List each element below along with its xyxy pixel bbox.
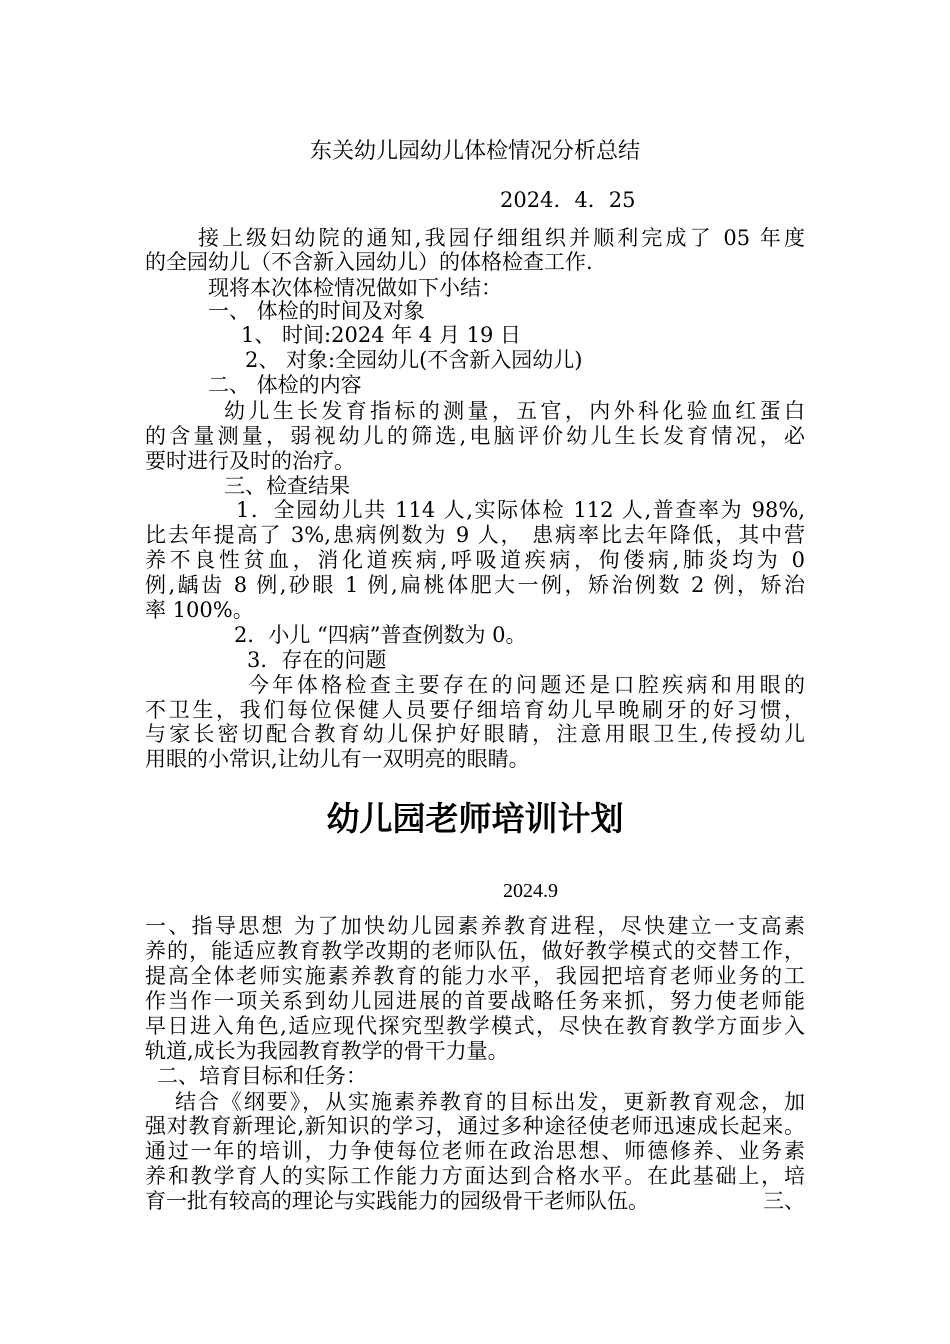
- doc1-title: 东关幼儿园幼儿体检情况分析总结: [309, 139, 640, 164]
- doc1-result-line-1: 1．全园幼儿共 114 人,实际体检 112 人,普查率为 98%,: [236, 498, 805, 522]
- doc1-problems-heading: 3．存在的问题: [247, 648, 387, 672]
- doc1-problem-line-2: 不卫生，我们每位保健人员要仔细培育幼儿早晚刷牙的好习惯，: [145, 698, 805, 722]
- doc1-result-line-3: 养不良性贫血，消化道疾病,呼吸道疾病，佝偻病,肺炎均为 0: [145, 548, 805, 572]
- doc2-line-6: 轨道,成长为我园教育教学的骨干力量。: [145, 1039, 509, 1063]
- doc1-heading-1: 一、 体检的时间及对象: [208, 299, 425, 323]
- doc2-date: 2024.9: [503, 880, 558, 902]
- doc2-line-5: 早日进入角色,适应现代探究型教学模式，尽快在教育教学方面步入: [145, 1014, 805, 1038]
- doc1-content-line-3: 要时进行及时的治疗。: [145, 449, 355, 473]
- doc2-goal-line-4: 养和教学育人的实际工作能力方面达到合格水平。在此基础上，培: [145, 1164, 805, 1188]
- doc2-goal-line-3: 通过一年的培训，力争使每位老师在政治思想、师德修养、业务素: [145, 1139, 805, 1163]
- doc1-date: 2024．4．25: [500, 188, 636, 212]
- doc1-line-2: 的全园幼儿（不含新入园幼儿）的体格检查工作.: [145, 250, 593, 274]
- doc1-content-line-2: 的含量测量，弱视幼儿的筛选,电脑评价幼儿生长发育情况，必: [145, 424, 805, 448]
- doc2-goal-line-1: 结合《纲要》，从实施素养教育的目标出发，更新教育观念，加: [175, 1090, 805, 1114]
- doc1-problem-line-3: 与家长密切配合教育幼儿保护好眼睛，注意用眼卫生,传授幼儿: [145, 722, 805, 746]
- doc2-heading-2: 二、培育目标和任务：: [157, 1064, 367, 1088]
- doc1-line-subject: 2、 对象:全园幼儿(不含新入园幼儿): [245, 348, 583, 372]
- doc1-four-diseases: 2．小儿 “四病”普查例数为 0。: [234, 623, 527, 647]
- doc2-line-1: 一、指导思想 为了加快幼儿园素养教育进程，尽快建立一支高素: [145, 914, 805, 938]
- doc1-result-line-2: 比去年提高了 3%,患病例数为 9 人， 患病率比去年降低，其中营: [145, 523, 805, 547]
- doc1-problem-line-1: 今年体格检查主要存在的问题还是口腔疾病和用眼的: [248, 673, 805, 697]
- doc1-line-1: 接上级妇幼院的通知,我园仔细组织并顺利完成了 05 年度: [198, 226, 805, 250]
- doc1-line-time: 1、 时间:2024 年 4 月 19 日: [241, 323, 522, 347]
- doc1-problem-line-4: 用眼的小常识,让幼儿有一双明亮的眼睛。: [145, 747, 530, 771]
- doc1-content-line-1: 幼儿生长发育指标的测量，五官，内外科化验血红蛋白: [224, 399, 805, 423]
- doc1-line-3: 现将本次体检情况做如下小结：: [208, 276, 502, 300]
- doc2-line-4: 作当作一项关系到幼儿园进展的首要战略任务来抓，努力使老师能: [145, 989, 805, 1013]
- doc1-result-line-5: 率 100%。: [145, 598, 254, 622]
- doc2-goal-line-2: 强对教育新理论,新知识的学习，通过多种途径使老师迅速成长起来。: [145, 1114, 805, 1138]
- doc1-heading-2: 二、 体检的内容: [208, 373, 362, 397]
- doc2-heading-3: 三、: [763, 1189, 805, 1213]
- doc2-goal-line-5: 育一批有较高的理论与实践能力的园级骨干老师队伍。: [145, 1189, 649, 1213]
- doc2-line-3: 提高全体老师实施素养教育的能力水平，我园把培育老师业务的工: [145, 964, 805, 988]
- doc2-title: 幼儿园老师培训计划: [326, 799, 624, 838]
- doc2-line-2: 养的，能适应教育教学改期的老师队伍，做好教学模式的交替工作，: [145, 939, 805, 963]
- doc1-heading-3: 三、检查结果: [224, 474, 350, 498]
- doc1-result-line-4: 例,龋齿 8 例,砂眼 1 例,扁桃体肥大一例，矫治例数 2 例，矫治: [145, 573, 805, 597]
